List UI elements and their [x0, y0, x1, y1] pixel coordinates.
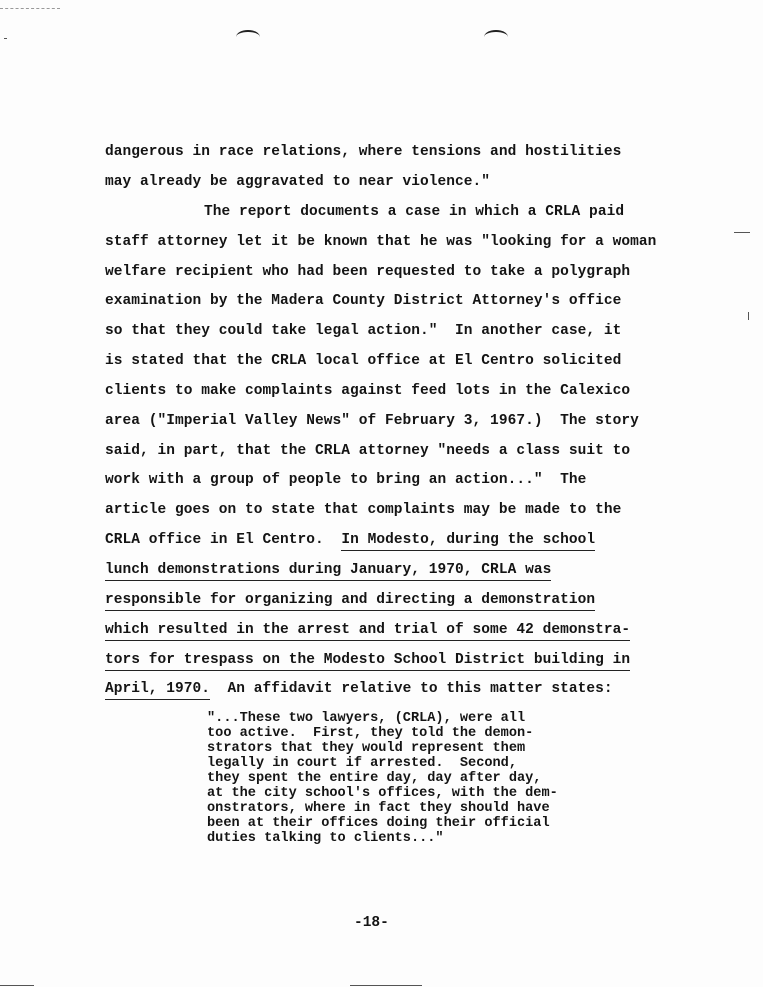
underlined-text: April, 1970. [105, 681, 210, 700]
body-line-2: may already be aggravated to near violence." [105, 174, 491, 190]
body-line-12: work with a group of people to bring an action..." The [105, 472, 587, 488]
scan-artifact [0, 8, 60, 9]
quote-line-2: too active. First, they told the demon- [207, 726, 534, 741]
body-line-3: The report documents a case in which a CRLA paid [204, 204, 625, 220]
body-line-8: is stated that the CRLA local office at El Centro solicited [105, 353, 622, 369]
body-line-10: area ("Imperial Valley News" of February 3, 1967.) The story [105, 413, 639, 429]
scan-speck [748, 312, 749, 320]
body-line-7: so that they could take legal action." In another case, it [105, 323, 622, 339]
crla-office-text: CRLA office in El Centro. [105, 532, 324, 548]
punch-mark-left [236, 30, 260, 44]
underlined-text: tors for trespass on the Modesto School District building in [105, 652, 630, 671]
quote-line-1: "...These two lawyers, (CRLA), were all [207, 711, 526, 726]
scan-speck [4, 38, 7, 39]
underlined-text: which resulted in the arrest and trial of some 42 demonstra- [105, 622, 630, 641]
quote-line-8: been at their offices doing their official [207, 816, 550, 831]
body-line-15 [105, 561, 551, 579]
page-number: -18- [354, 915, 389, 931]
body-line-17 [105, 621, 630, 639]
affidavit-intro-text: An affidavit relative to this matter states: [227, 681, 613, 697]
quote-line-6: at the city school's offices, with the dem- [207, 786, 558, 801]
underlined-text: responsible for organizing and directing a demonstration [105, 592, 595, 611]
body-line-16 [105, 591, 595, 609]
body-line-6: examination by the Madera County District Attorney's office [105, 293, 622, 309]
punch-mark-right [484, 30, 508, 44]
quote-line-5: they spent the entire day, day after day, [207, 771, 542, 786]
body-line-5: welfare recipient who had been requested to take a polygraph [105, 264, 631, 280]
quote-line-3: strators that they would represent them [207, 741, 526, 756]
quote-line-9: duties talking to clients..." [207, 831, 444, 846]
body-line-19 [105, 680, 613, 698]
scan-speck [734, 232, 750, 233]
body-line-1: dangerous in race relations, where tensions and hostilities [105, 144, 622, 160]
body-line-11: said, in part, that the CRLA attorney "needs a class suit to [105, 443, 631, 459]
quote-line-4: legally in court if arrested. Second, [207, 756, 517, 771]
scan-speck [0, 985, 34, 986]
scan-speck [350, 985, 422, 986]
underlined-text: lunch demonstrations during January, 1970, CRLA was [105, 562, 551, 581]
body-line-9: clients to make complaints against feed lots in the Calexico [105, 383, 631, 399]
body-line-14 [105, 531, 595, 549]
body-line-4: staff attorney let it be known that he was "looking for a woman [105, 234, 657, 250]
body-line-13: article goes on to state that complaints may be made to the [105, 502, 622, 518]
quote-line-7: onstrators, where in fact they should have [207, 801, 550, 816]
underlined-text: In Modesto, during the school [341, 532, 595, 551]
body-line-18 [105, 651, 630, 669]
